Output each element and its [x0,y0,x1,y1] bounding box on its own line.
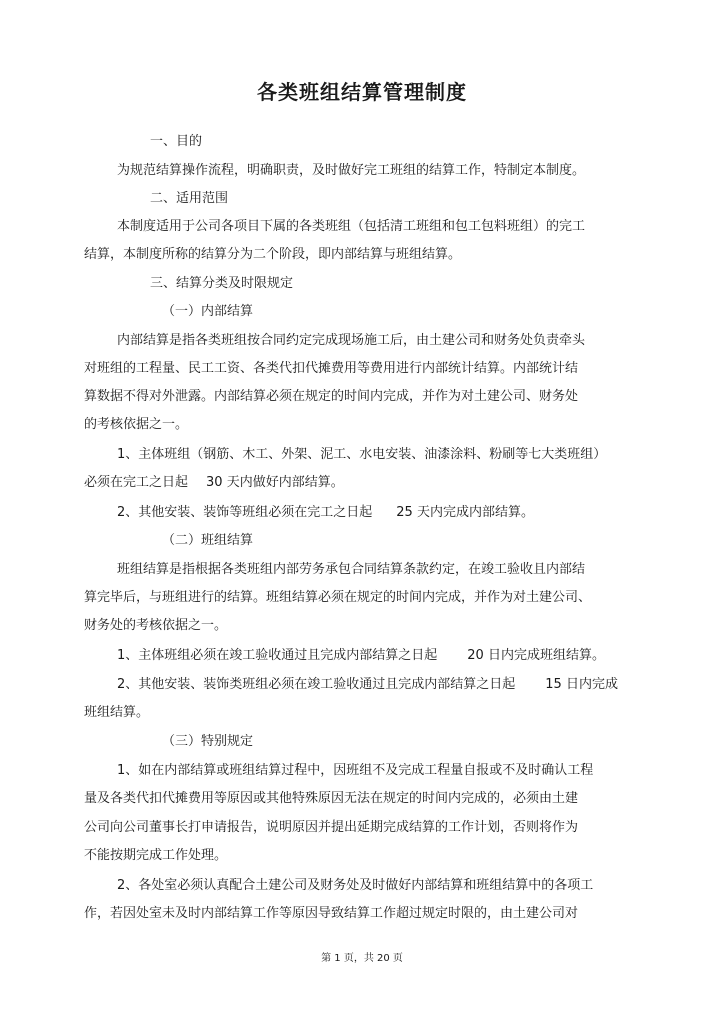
paragraph-line: 公司向公司董事长打申请报告，说明原因并提出延期完成结算的工作计划，否则将作为 [84,820,579,835]
paragraph-line: 算数据不得对外泄露。内部结算必须在规定的时间内完成，并作为对土建公司、财务处 [84,389,579,404]
section-heading-scope: 二、适用范围 [150,191,229,206]
paragraph-line: 量及各类代扣代摊费用等原因或其他特殊原因无法在规定的时间内完成的，必须由土建 [84,791,579,806]
subsection-heading-internal: （一）内部结算 [162,304,254,319]
paragraph-line: 班组结算。 [84,705,150,720]
subsection-heading-team: （二）班组结算 [162,533,254,548]
line-segment: 30 天内做好内部结算。 [206,475,344,490]
paragraph-line: 班组结算是指根据各类班组内部劳务承包合同结算条款约定，在竣工验收且内部结 [117,562,586,577]
paragraph-line: 对班组的工程量、民工工资、各类代扣代摊费用等费用进行内部统计结算。内部统计结 [84,361,579,376]
paragraph-line [84,474,344,492]
paragraph-line: 为规范结算操作流程，明确职责，及时做好完工班组的结算工作，特制定本制度。 [117,163,586,178]
line-segment: 2、其他安装、装饰等班组必须在完工之日起 [117,505,373,520]
paragraph-line: 内部结算是指各类班组按合同约定完成现场施工后，由土建公司和财务处负责牵头 [117,333,586,348]
line-segment: 2、其他安装、装饰类班组必须在竣工验收通过且完成内部结算之日起 [117,677,516,692]
paragraph-line: 算完毕后，与班组进行的结算。班组结算必须在规定的时间内完成，并作为对土建公司、 [84,590,592,605]
paragraph-line [117,676,618,694]
paragraph-line: 的考核依据之一。 [84,417,189,432]
document-title: 各类班组结算管理制度 [257,80,467,104]
paragraph-line: 结算，本制度所称的结算分为二个阶段，即内部结算与班组结算。 [84,247,462,262]
page-footer: 第 1 页，共 20 页 [321,953,403,964]
paragraph-line: 本制度适用于公司各项目下属的各类班组（包括清工班组和包工包料班组）的完工 [117,219,586,234]
paragraph-line: 1、如在内部结算或班组结算过程中，因班组不及完成工程量自报或不及时确认工程 [117,763,594,778]
line-segment: 25 天内完成内部结算。 [396,505,534,520]
section-heading-purpose: 一、目的 [150,134,203,149]
paragraph-line: 不能按期完成工作处理。 [84,848,228,863]
paragraph-line: 财务处的考核依据之一。 [84,618,228,633]
paragraph-line [117,504,534,522]
section-heading-classification: 三、结算分类及时限规定 [150,276,294,291]
paragraph-line: 2、各处室必须认真配合土建公司及财务处及时做好内部结算和班组结算中的各项工 [117,878,594,893]
paragraph-line: 作，若因处室未及时内部结算工作等原因导致结算工作超过规定时限的，由土建公司对 [84,906,579,921]
line-segment: 15 日内完成 [545,677,618,692]
line-segment: 20 日内完成班组结算。 [467,648,605,663]
paragraph-line [117,647,605,665]
paragraph-line: 1、主体班组（钢筋、木工、外架、泥工、水电安装、油漆涂料、粉刷等七大类班组） [117,447,607,462]
subsection-heading-special: （三）特别规定 [162,734,254,749]
line-segment: 1、主体班组必须在竣工验收通过且完成内部结算之日起 [117,648,438,663]
line-segment: 必须在完工之日起 [84,475,189,490]
